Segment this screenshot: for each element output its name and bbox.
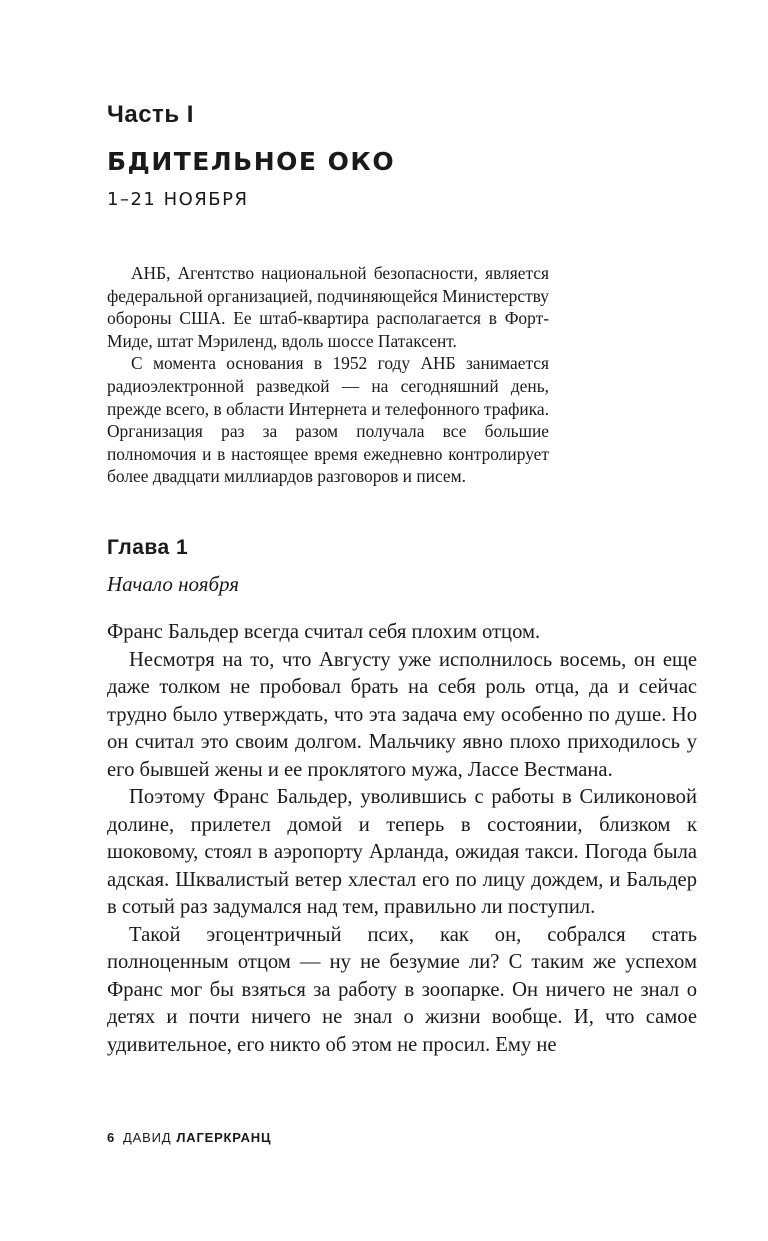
part-dates: 1–21 НОЯБРЯ: [107, 189, 249, 210]
body-paragraph: Несмотря на то, что Августу уже исполнилось восемь, он еще даже толком не пробовал брать на себя роль отца, да и сейчас трудно было утверждать, что эта задача ему особенно по душе. Но он считал это своим долгом. Мальчику явно плохо приходилось у его бывшей жены и ее проклятого мужа, Лассе Вестмана.: [107, 648, 697, 781]
chapter-subtitle: Начало ноября: [107, 572, 240, 596]
author-last-name: ЛАГЕРКРАНЦ: [176, 1130, 272, 1145]
body-paragraph: Франс Бальдер всегда считал себя плохим отцом.: [107, 621, 541, 643]
epigraph-paragraph: С момента основания в 1952 году АНБ занимается радиоэлектронной разведкой — на сегодняшний день, прежде всего, в области Интернета и телефонного трафика. Организация раз за разом получала все большие полномочия и в настоящее время ежедневно контролирует более двадцати миллиардов разговоров и писем.: [107, 353, 549, 487]
part-label: Часть I: [107, 101, 194, 128]
epigraph: [107, 262, 549, 488]
body-text: [107, 619, 697, 1059]
epigraph-paragraph: АНБ, Агентство национальной безопасности, является федеральной организацией, подчиняющейся Министерству обороны США. Ее штаб-квартира располагается в Форт-Миде, штат Мэриленд, вдоль шоссе Патаксент.: [107, 263, 549, 351]
part-title: БДИТЕЛЬНОЕ ОКО: [107, 147, 396, 176]
body-paragraph: Такой эгоцентричный псих, как он, собрался стать полноценным отцом — ну не безумие ли? С таким же успехом Франс мог бы взяться за работу в зоопарке. Он ничего не знал о детях и почти ничего не знал о жизни вообще. И, что самое удивительное, его никто об этом не просил. Ему не: [107, 923, 697, 1056]
body-paragraph: Поэтому Франс Бальдер, уволившись с работы в Силиконовой долине, прилетел домой и теперь в состоянии, близком к шоковому, стоял в аэропорту Арланда, ожидая такси. Погода была адская. Шквалистый ветер хлестал его по лицу дождем, и Бальдер в сотый раз задумался над тем, правильно ли поступил.: [107, 786, 697, 918]
chapter-label: Глава 1: [107, 536, 189, 559]
page-footer: [107, 1130, 271, 1145]
page-number: 6: [107, 1130, 116, 1145]
author-first-name: ДАВИД: [123, 1130, 172, 1145]
